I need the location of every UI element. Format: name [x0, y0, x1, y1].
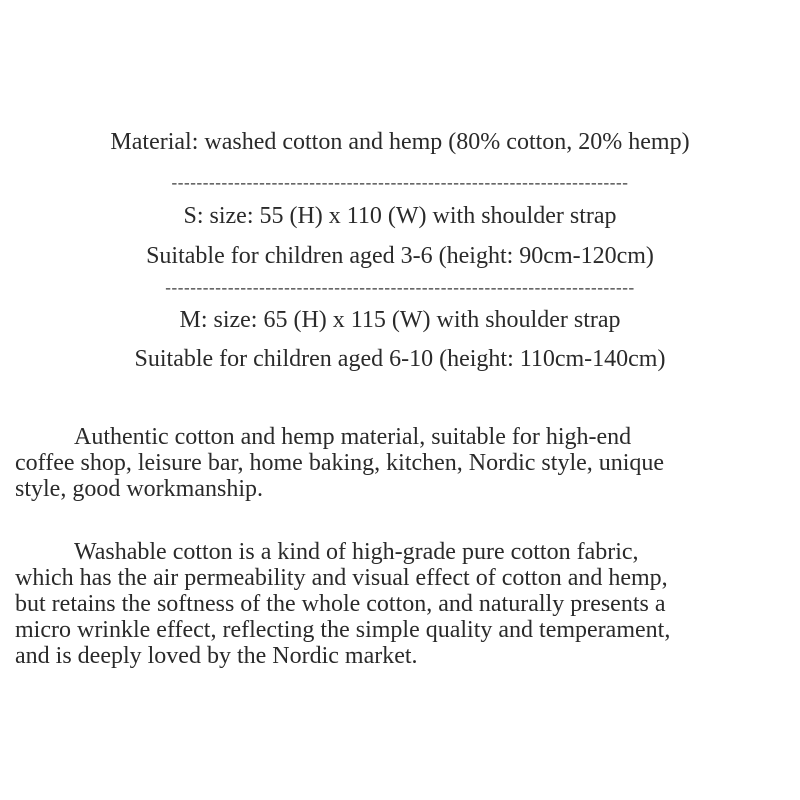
- divider-1: -------------------------------------------------------------------------: [171, 173, 629, 192]
- paragraph-line: and is deeply loved by the Nordic market.: [15, 643, 418, 669]
- paragraph-line: coffee shop, leisure bar, home baking, kitchen, Nordic style, unique: [15, 450, 665, 476]
- divider-2: ---------------------------------------------------------------------------: [165, 278, 635, 297]
- description-paragraph-1: [15, 424, 790, 502]
- size-s-line: S: size: 55 (H) x 110 (W) with shoulder strap: [183, 203, 617, 229]
- paragraph-line: but retains the softness of the whole cotton, and naturally presents a: [15, 591, 666, 617]
- paragraph-line: Washable cotton is a kind of high-grade pure cotton fabric,: [74, 539, 639, 565]
- paragraph-line: micro wrinkle effect, reflecting the simple quality and temperament,: [15, 617, 671, 643]
- size-m-line: M: size: 65 (H) x 115 (W) with shoulder strap: [179, 307, 621, 333]
- paragraph-line: style, good workmanship.: [15, 476, 263, 502]
- size-s-ages-line: Suitable for children aged 3-6 (height: 90cm-120cm): [146, 243, 654, 269]
- material-line: Material: washed cotton and hemp (80% cotton, 20% hemp): [110, 129, 690, 155]
- description-paragraph-2: [15, 539, 790, 669]
- paragraph-line: which has the air permeability and visual effect of cotton and hemp,: [15, 565, 668, 591]
- paragraph-line: Authentic cotton and hemp material, suitable for high-end: [74, 424, 632, 450]
- size-m-ages-line: Suitable for children aged 6-10 (height: 110cm-140cm): [134, 346, 666, 372]
